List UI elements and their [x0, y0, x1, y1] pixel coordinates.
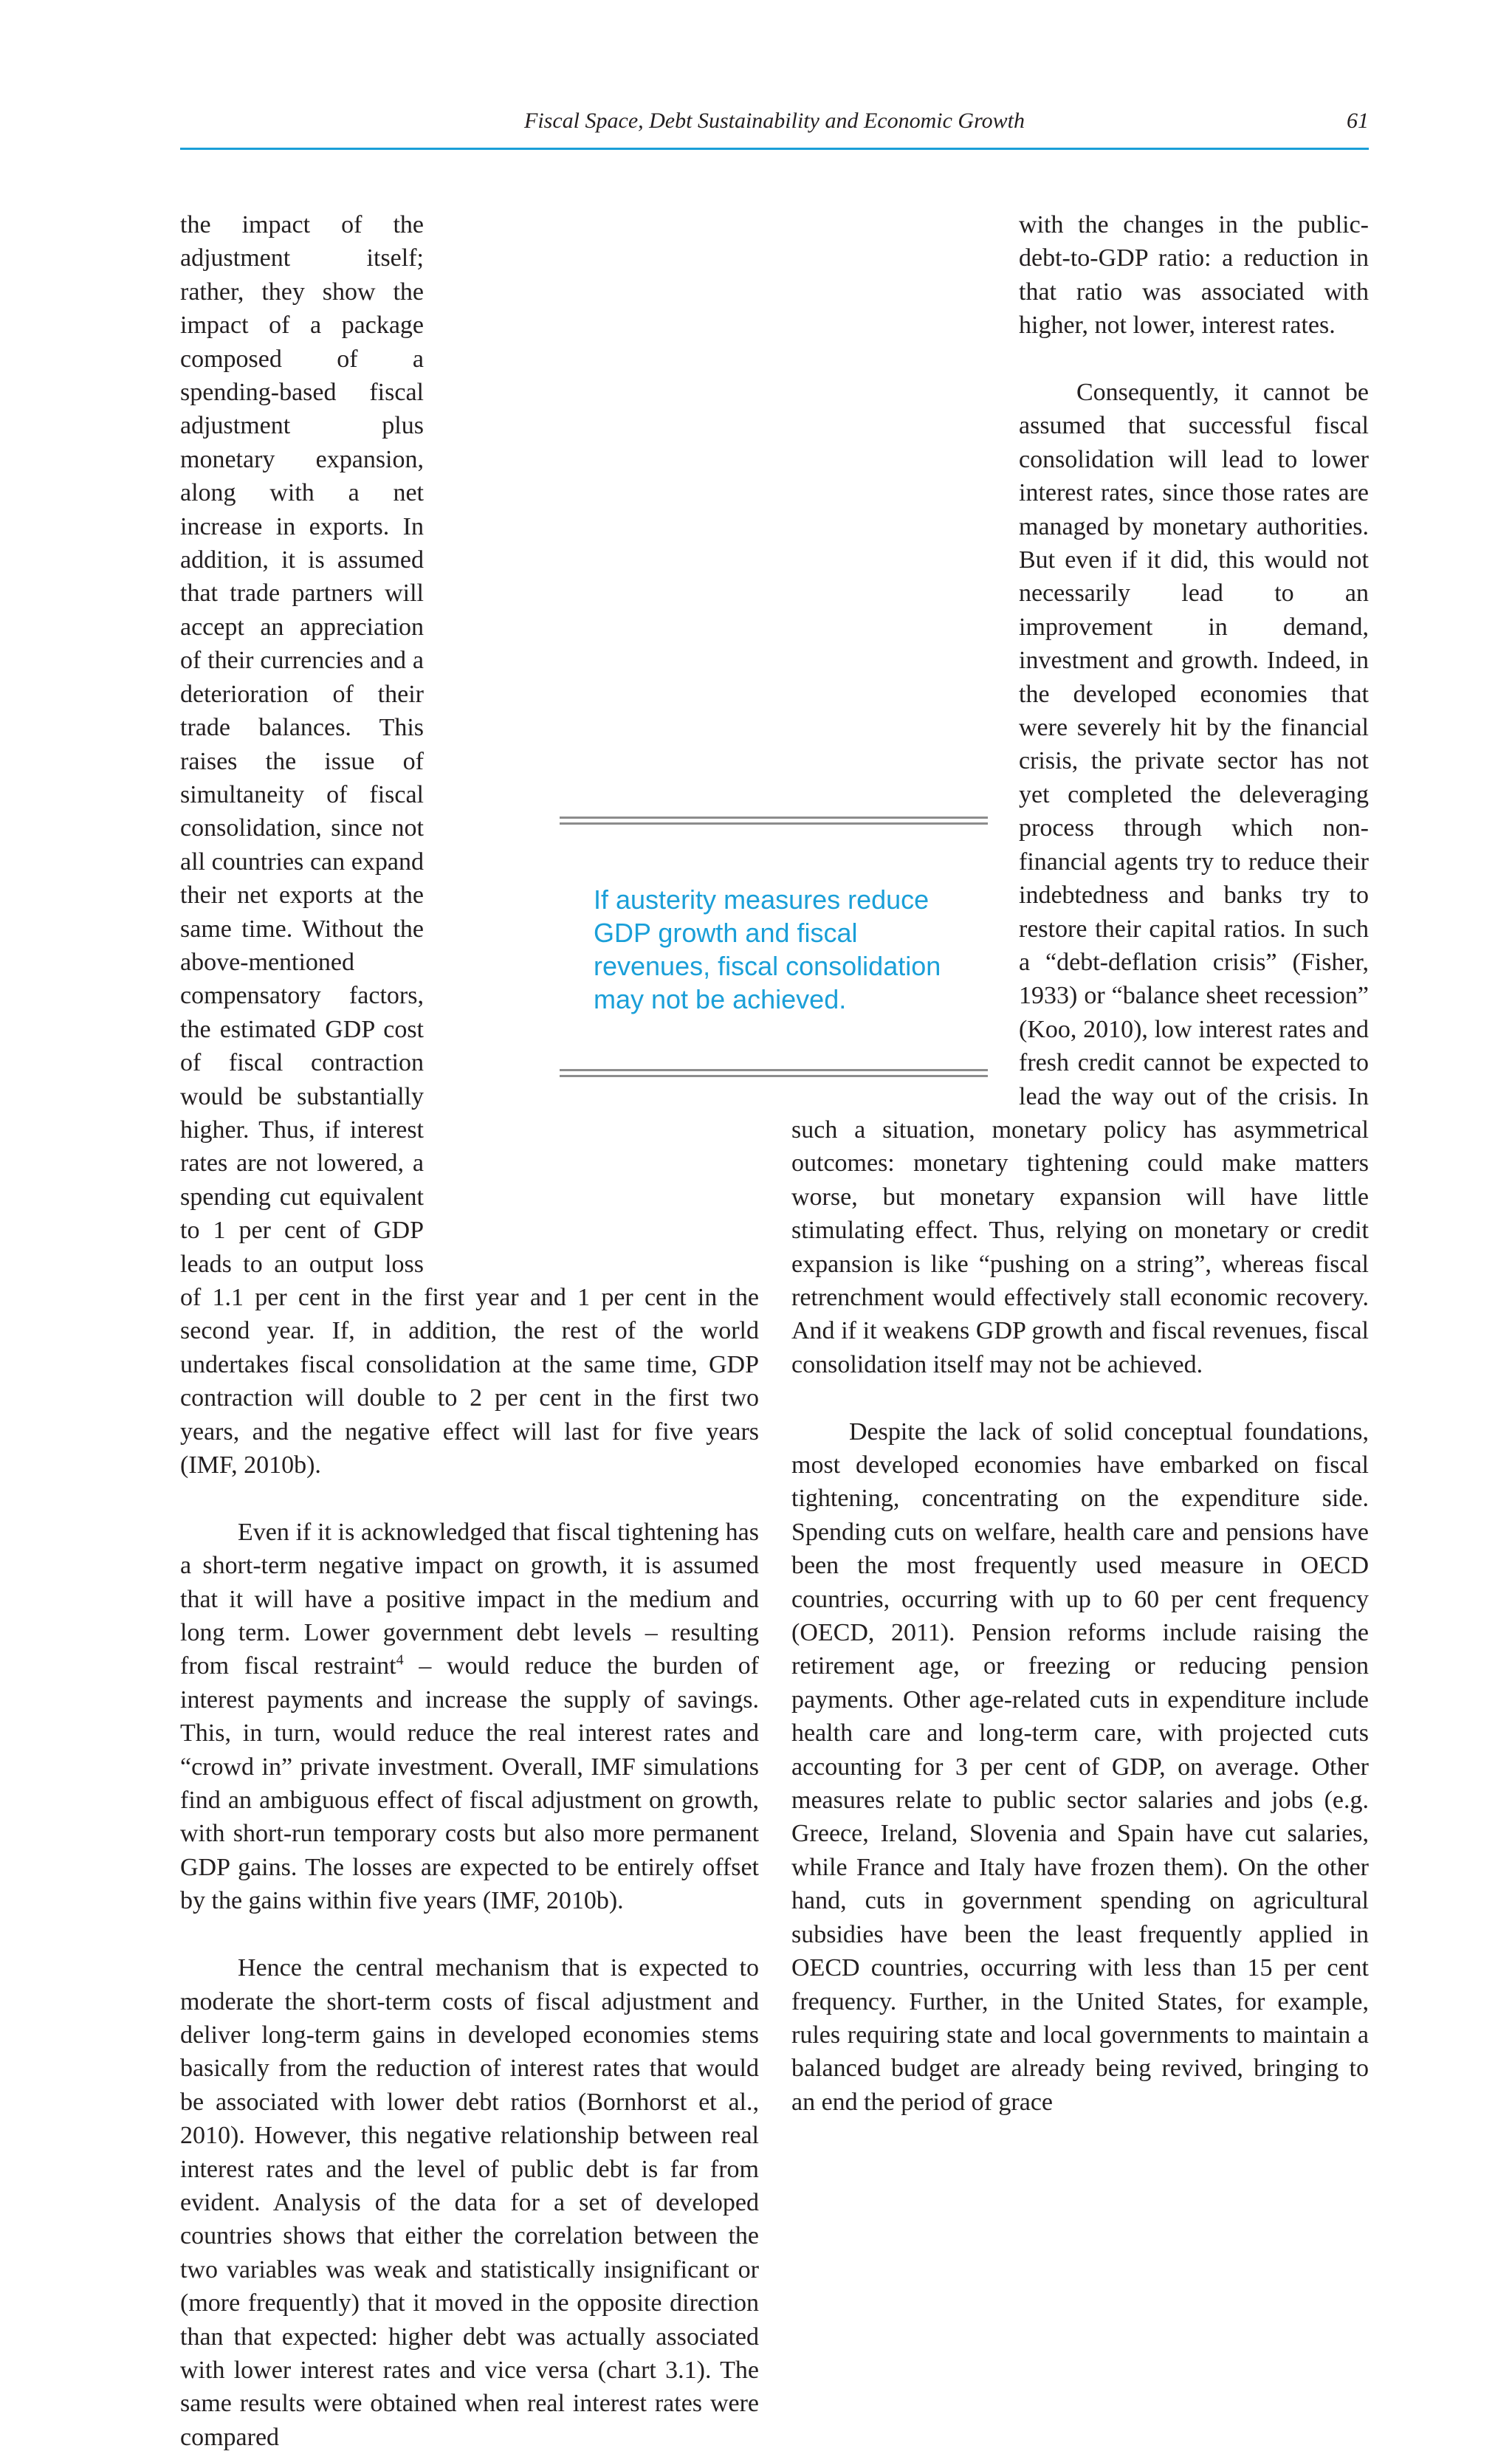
right-paragraph-3: Despite the lack of solid conceptual foundations, most developed economies have embarked on fiscal tightening, concentrating on the expenditure side. Spending cuts on welfare, health care and pensions have been the most frequently used measure in OECD countries, occurring with up to 60 per cent frequency (OECD, 2011). Pension reforms include raising the retirement age, or freezing or reducing pension payments. Other age-related cuts in expenditure include health care and long-term care, with projected cuts accounting for 3 per cent of GDP, on average. Other measures relate to public sector salaries and jobs (e.g. Greece, Ireland, Slovenia and Spain have cut salaries, while France and Italy have frozen them). On the other hand, cuts in government spending on agricultural subsidies have been the least frequently applied in OECD countries, occurring with less than 15 per cent frequency. Further, in the United States, for example, rules requiring state and local governments to maintain a balanced budget are already being revived, bringing to an end the period of grace	[791, 1417, 1369, 2116]
pull-quote-bottom-rule	[560, 1069, 988, 1079]
pull-quote-top-rule	[560, 817, 988, 827]
left-paragraph-2-text-a: Even if it is acknowledged that fiscal tightening has a short-term negative impact on growth, it is assumed that it will have a positive impact in the medium and long term. Lower government debt levels – resulting from fiscal restraint	[180, 1518, 759, 1680]
left-column	[180, 208, 759, 2454]
pull-quote-text: If austerity measures reduce GDP growth and fiscal revenues, fiscal consolidation may not be achieved.	[594, 884, 941, 1014]
left-paragraph-3: Hence the central mechanism that is expected to moderate the short-term costs of fiscal adjustment and deliver long-term gains in developed economies stems basically from the reduction of interest rates that would be associated with lower debt ratios (Bornhorst et al., 2010). However, this negative relationship between real interest rates and the level of public debt is far from evident. Analysis of the data for a set of developed countries shows that either the correlation between the two variables was weak and statistically insignificant or (more frequently) that it moved in the opposite direction than that expected: higher debt was actually associated with lower interest rates and vice versa (chart 3.1). The same results were obtained when real interest rates were compared	[180, 1954, 759, 2451]
running-header	[180, 105, 1369, 137]
left-paragraph-1: the impact of the adjustment itself; rather, they show the impact of a package composed of a spending-based fiscal adjustment plus monetary expansion, along with a net increase in exports. In addition, it is assumed that trade partners will accept an appreciation of their currencies and a deterioration of their trade balances. This raises the issue of simultaneity of fiscal consolidation, since not all countries can expand their net exports at the same time. Without the above-mentioned compensatory factors, the estimated GDP cost of fiscal contraction would be substantially higher. Thus, if interest rates are not lowered, a spending cut equivalent to 1 per cent of GDP leads to an output loss of 1.1 per cent in the first year and 1 per cent in the second year. If, in addition, the rest of the world undertakes fiscal consolidation at the same time, GDP contraction will double to 2 per cent in the first two years, and the negative effect will last for five years (IMF, 2010b).	[180, 211, 759, 1479]
right-paragraph-2: Consequently, it cannot be assumed that successful fiscal consolidation will lead to lower interest rates, since those rates are managed by monetary authorities. But even if it did, this would not necessarily lead to an improvement in demand, investment and growth. Indeed, in the developed economies that were severely hit by the financial crisis, the private sector has not yet completed the deleveraging process through which non-financial agents try to reduce their indebtedness and banks try to restore their capital ratios. In such a “debt-deflation crisis” (Fisher, 1933) or “balance sheet recession” (Koo, 2010), low interest rates and fresh credit cannot be expected to lead the way out of the crisis. In such a situation, monetary policy has asymmetrical outcomes: monetary tightening could make matters worse, but monetary expansion will have little stimulating effect. Thus, relying on monetary or credit expansion is like “pushing on a string”, whereas fiscal retrenchment would effectively stall economic recovery. And if it weakens GDP growth and fiscal revenues, fiscal consolidation itself may not be achieved.	[791, 379, 1369, 1378]
page-number: 61	[1347, 109, 1369, 133]
header-rule	[180, 148, 1369, 150]
pull-quote	[560, 817, 988, 1082]
footnote-ref-4: 4	[396, 1652, 404, 1669]
running-header-title: Fiscal Space, Debt Sustainability and Economic Growth	[524, 109, 1025, 133]
left-paragraph-2-text-b: – would reduce the burden of interest payments and increase the supply of savings. This, in turn, would reduce the real interest rates and “crowd in” private investment. Overall, IMF simulations find an ambiguous effect of fiscal adjustment on growth, with short-run temporary costs but also more permanent GDP gains. The losses are expected to be entirely offset by the gains within five years (IMF, 2010b).	[180, 1652, 759, 1915]
right-paragraph-1: with the changes in the public-debt-to-GDP ratio: a reduction in that ratio was associated with higher, not lower, interest rates.	[1019, 211, 1369, 340]
left-paragraph-2	[180, 1516, 759, 1918]
right-column	[791, 208, 1369, 2119]
